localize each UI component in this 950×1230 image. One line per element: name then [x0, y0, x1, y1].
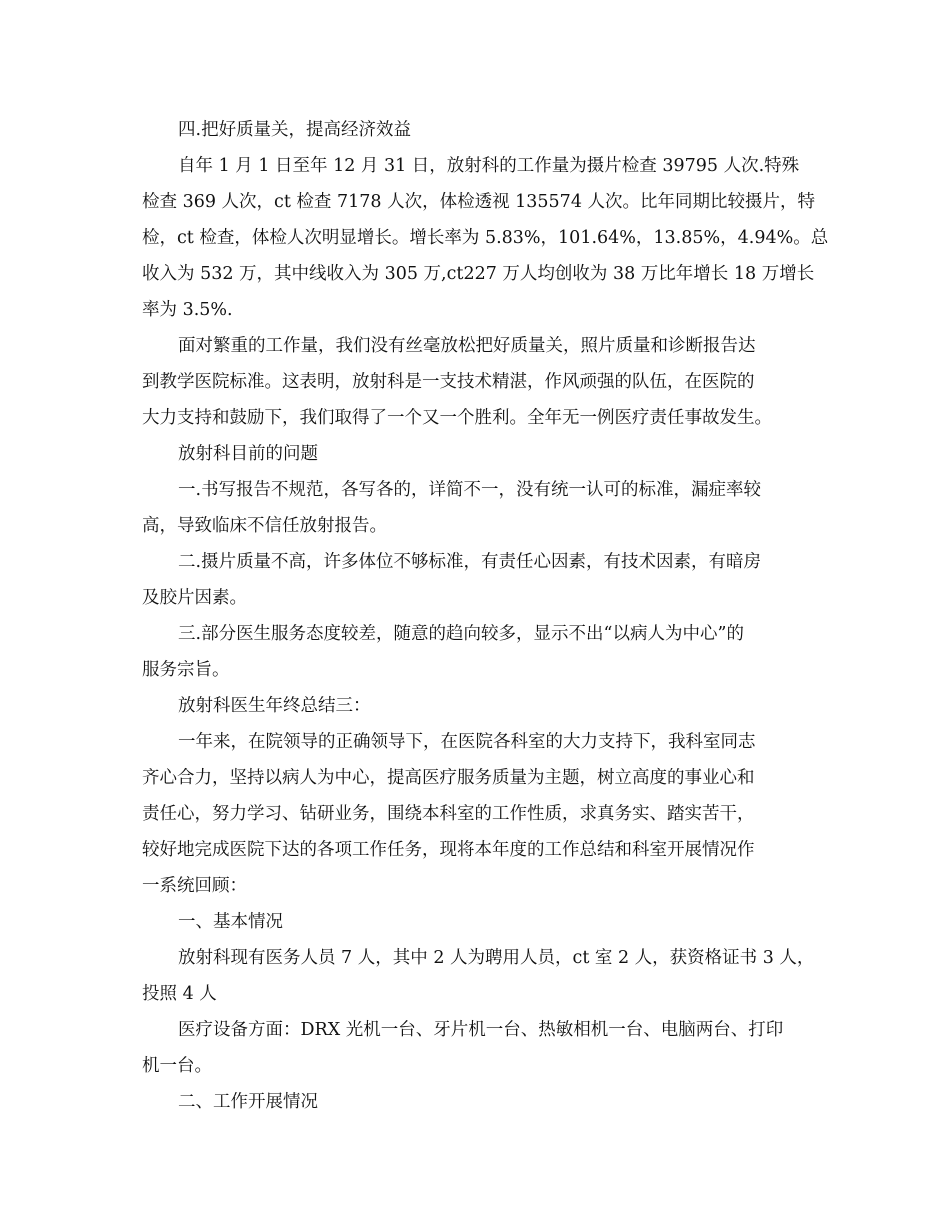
paragraph-line: 三.部分医生服务态度较差，随意的趋向较多，显示不出“以病人为中心”的 — [178, 624, 744, 644]
paragraph-line: 一.书写报告不规范，各写各的，详简不一，没有统一认可的标准，漏症率较 — [178, 480, 762, 500]
paragraph-line: 一系统回顾： — [142, 876, 247, 896]
paragraph-line: 率为 3.5%. — [142, 300, 233, 320]
paragraph-line: 医疗设备方面：DRX 光机一台、牙片机一台、热敏相机一台、电脑两台、打印 — [178, 1020, 784, 1040]
section-heading: 一、基本情况 — [178, 912, 283, 932]
section-heading: 四.把好质量关，提高经济效益 — [178, 120, 412, 140]
section-heading: 放射科目前的问题 — [178, 444, 318, 464]
paragraph-line: 自年 1 月 1 日至年 12 月 31 日，放射科的工作量为摄片检查 39795 人次.特殊 — [178, 156, 800, 176]
paragraph-line: 服务宗旨。 — [142, 660, 230, 680]
paragraph-line: 二.摄片质量不高，许多体位不够标准，有责任心因素，有技术因素，有暗房 — [178, 552, 762, 572]
paragraph-line: 大力支持和鼓励下，我们取得了一个又一个胜利。全年无一例医疗责任事故发生。 — [142, 408, 772, 428]
paragraph-line: 一年来，在院领导的正确领导下，在医院各科室的大力支持下，我科室同志 — [178, 732, 756, 752]
paragraph-line: 高，导致临床不信任放射报告。 — [142, 516, 387, 536]
paragraph-line: 放射科现有医务人员 7 人，其中 2 人为聘用人员，ct 室 2 人，获资格证书 3 人， — [178, 948, 815, 968]
paragraph-line: 收入为 532 万，其中线收入为 305 万,ct227 万人均创收为 38 万比年增长 18 万增长 — [142, 264, 815, 284]
paragraph-line: 投照 4 人 — [142, 984, 217, 1004]
paragraph-line: 面对繁重的工作量，我们没有丝毫放松把好质量关，照片质量和诊断报告达 — [178, 336, 756, 356]
section-heading: 放射科医生年终总结三： — [178, 696, 371, 716]
paragraph-line: 机一台。 — [142, 1056, 212, 1076]
paragraph-line: 检，ct 检查，体检人次明显增长。增长率为 5.83%，101.64%，13.85%，4.94%。总 — [142, 228, 829, 248]
paragraph-line: 到教学医院标准。这表明，放射科是一支技术精湛，作风顽强的队伍，在医院的 — [142, 372, 755, 392]
section-heading: 二、工作开展情况 — [178, 1092, 318, 1112]
paragraph-line: 及胶片因素。 — [142, 588, 247, 608]
paragraph-line: 齐心合力，坚持以病人为中心，提高医疗服务质量为主题，树立高度的事业心和 — [142, 768, 755, 788]
paragraph-line: 责任心，努力学习、钻研业务，围绕本科室的工作性质，求真务实、踏实苦干， — [142, 804, 755, 824]
paragraph-line: 较好地完成医院下达的各项工作任务，现将本年度的工作总结和科室开展情况作 — [142, 840, 755, 860]
paragraph-line: 检查 369 人次，ct 检查 7178 人次，体检透视 135574 人次。比年同期比较摄片，特 — [142, 192, 816, 212]
